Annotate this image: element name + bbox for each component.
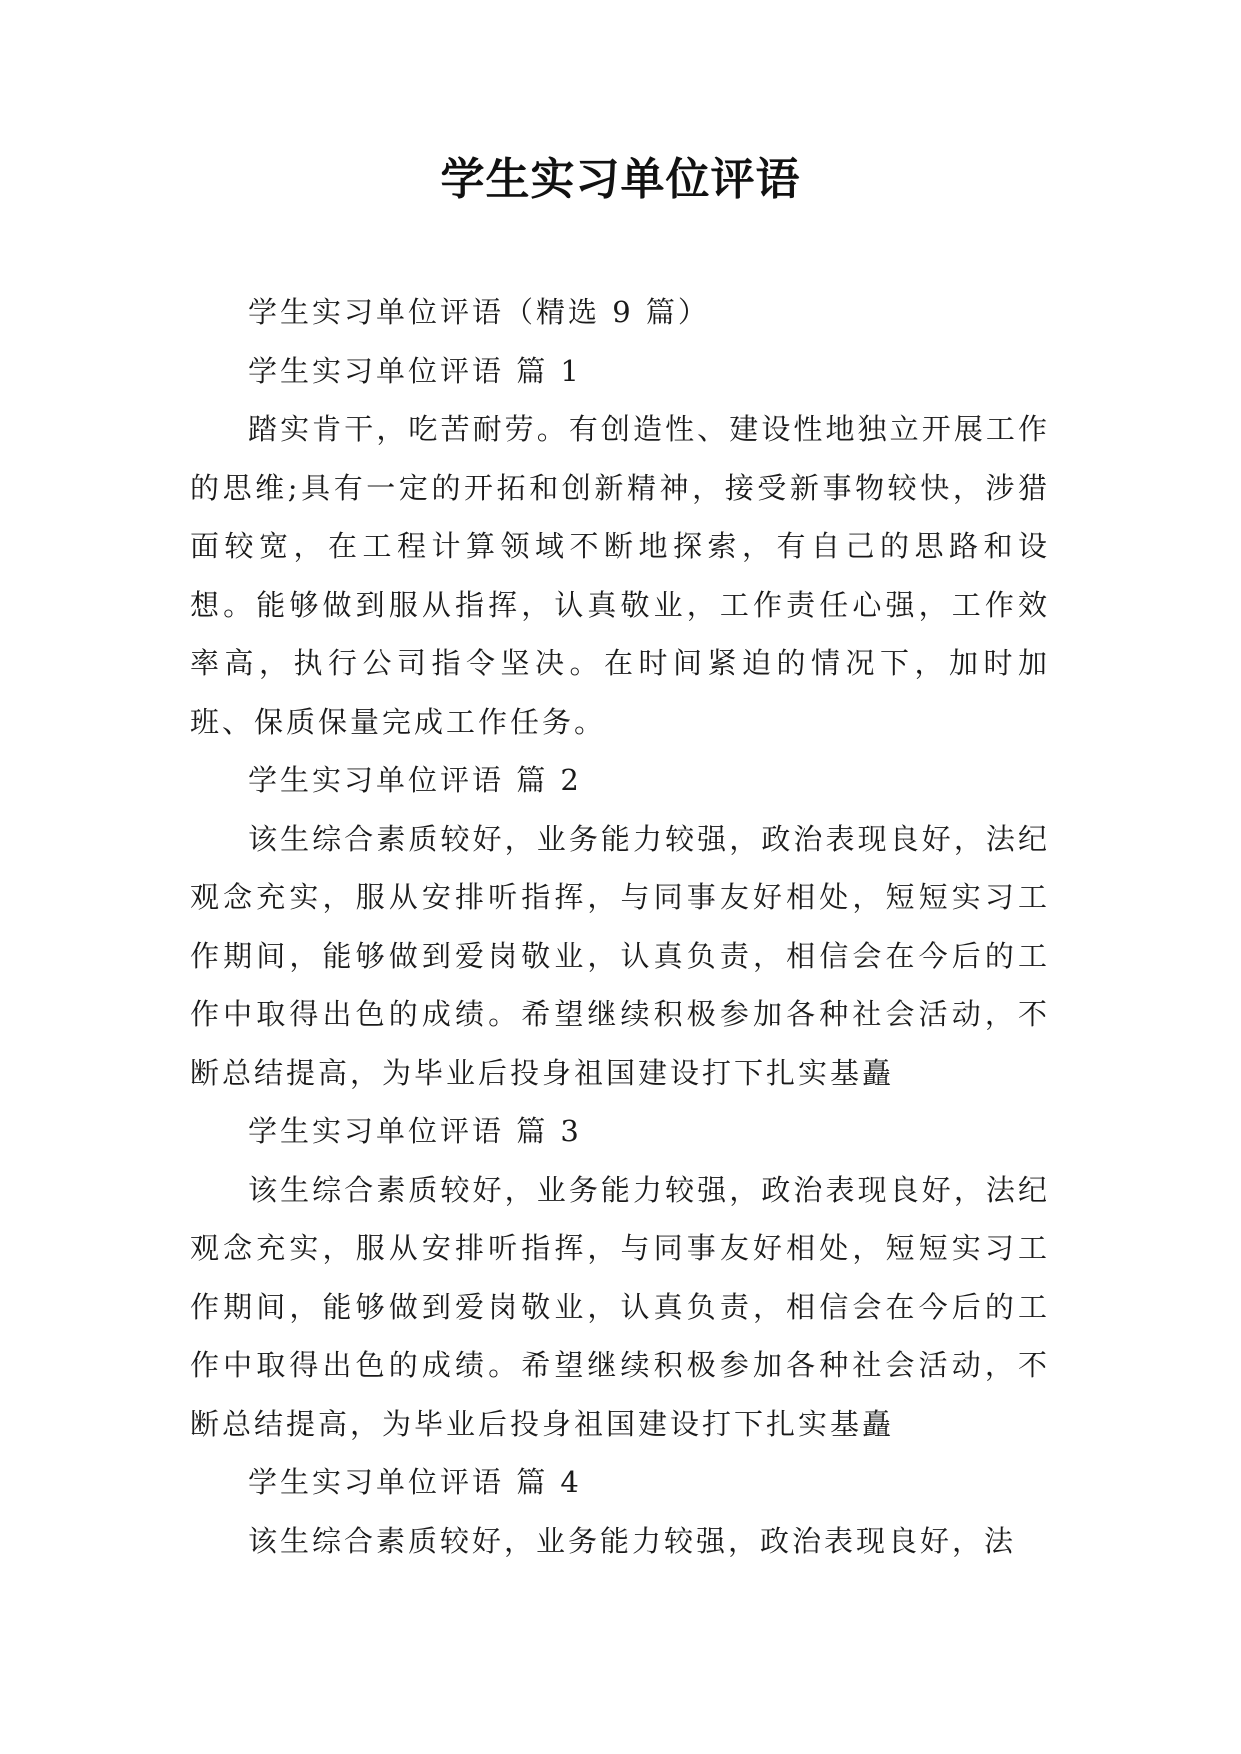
section-paragraph-2: 该生综合素质较好，业务能力较强，政治表现良好，法纪观念充实，服从安排听指挥，与同事友好相处，短短实习工作期间，能够做到爱岗敬业，认真负责，相信会在今后的工作中取得出色的成绩。希望继续积极参加各种社会活动，不断总结提高，为毕业后投身祖国建设打下扎实基矗 — [190, 821, 1050, 1090]
section-paragraph-1: 踏实肯干，吃苦耐劳。有创造性、建设性地独立开展工作的思维;具有一定的开拓和创新精神，接受新事物较快，涉猎面较宽，在工程计算领域不断地探索，有自己的思路和设想。能够做到服从指挥，认真敬业，工作责任心强，工作效率高，执行公司指令坚决。在时间紧迫的情况下，加时加班、保质保量完成工作任务。 — [190, 412, 1050, 739]
section-paragraph-3: 该生综合素质较好，业务能力较强，政治表现良好，法纪观念充实，服从安排听指挥，与同事友好相处，短短实习工作期间，能够做到爱岗敬业，认真负责，相信会在今后的工作中取得出色的成绩。希望继续积极参加各种社会活动，不断总结提高，为毕业后投身祖国建设打下扎实基矗 — [190, 1172, 1050, 1441]
section-paragraph-4: 该生综合素质较好，业务能力较强，政治表现良好，法 — [248, 1523, 1017, 1558]
section-heading-2: 学生实习单位评语 篇 2 — [248, 763, 582, 797]
section-heading-1: 学生实习单位评语 篇 1 — [248, 353, 582, 388]
section-heading-4: 学生实习单位评语 篇 4 — [248, 1465, 582, 1499]
section-heading-3: 学生实习单位评语 篇 3 — [248, 1114, 582, 1148]
document-subtitle: 学生实习单位评语（精选 9 篇） — [248, 295, 710, 329]
document-title: 学生实习单位评语 — [440, 154, 801, 205]
document-body — [190, 283, 1050, 1570]
